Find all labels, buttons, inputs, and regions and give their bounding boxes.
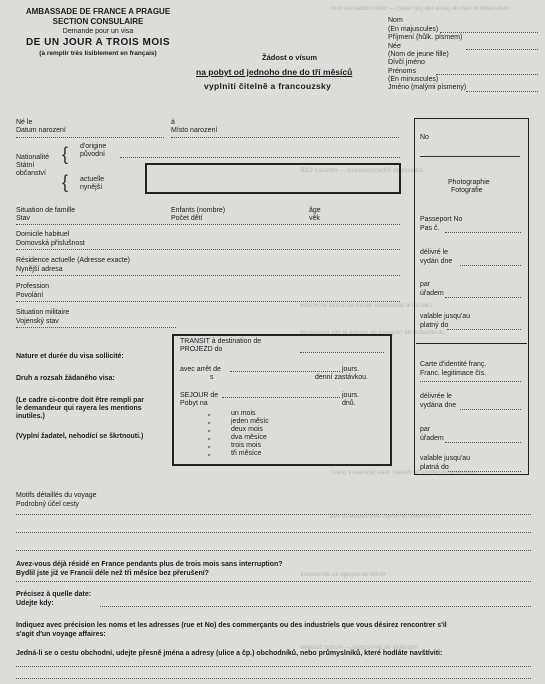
date-field[interactable]	[100, 606, 531, 607]
label-origine: d'origine	[80, 143, 107, 150]
motifs-field-3[interactable]	[16, 550, 531, 551]
id-authority-field[interactable]	[445, 442, 521, 443]
label-legitimace: Franc. legitimace čís.	[420, 370, 487, 377]
motifs-field-1[interactable]	[16, 514, 531, 515]
bleed-through-text: En combien de temps sera valable le visa	[330, 514, 441, 520]
nee-field[interactable]	[466, 49, 538, 50]
contacts-field-2[interactable]	[16, 678, 531, 679]
label-datum-narozeni: Datum narození	[16, 127, 66, 134]
label-uradem: úřadem	[420, 290, 444, 297]
sejour-days-field[interactable]	[222, 397, 340, 398]
bleed-through-text: Motifs du voyage du demandeur	[300, 572, 386, 578]
nationality-current-box[interactable]	[145, 163, 401, 194]
label-projezd: PROJEZD do	[180, 346, 223, 353]
label-actuelle: actuelle	[80, 176, 105, 183]
label-valable: valable jusqu'au	[420, 313, 470, 320]
prenoms-field[interactable]	[436, 74, 538, 75]
note-fr-line2: le demandeur qui rayera les mentions	[16, 405, 142, 412]
label-no: No	[420, 134, 429, 141]
label-ne-le: Né le	[16, 119, 33, 126]
label-residence: Résidence actuelle (Adresse exacte)	[16, 257, 131, 264]
contacts-question-cz: Jedná-li se o cestu obchodní, udejte přesně jména a adresy (ulice a čp.) obchodníků, nebo průmyslníků, které hodláte navštíviti:	[16, 650, 443, 657]
label-nee: Née	[388, 43, 401, 50]
embassy-title: AMBASSADE DE FRANCE A PRAGUE	[25, 7, 171, 16]
label-fotografie: Fotografie	[451, 187, 483, 194]
label-jours-1: jours.	[342, 366, 360, 373]
passport-issued-field[interactable]	[460, 265, 521, 266]
quote-mark: „	[208, 442, 211, 449]
passport-valid-field[interactable]	[447, 329, 521, 330]
label-povolani: Povolání	[16, 292, 44, 299]
bleed-through-text: Adresse de Tchécoslovaquie — Adresa v ČSR	[300, 168, 424, 174]
label-pobyt: Pobyt na	[180, 400, 208, 407]
label-par-2: par	[420, 426, 431, 433]
family-field[interactable]	[16, 224, 400, 225]
passport-authority-field[interactable]	[445, 297, 521, 298]
label-denni-zastavkou: denní zastávkou.	[315, 374, 368, 381]
label-carte: Carte d'identité franç.	[420, 361, 487, 368]
bleed-through-text: Lieu où le demandeur désire se rendre en France	[300, 303, 432, 309]
label-misto-narozeni: Místo narození	[171, 127, 218, 134]
bleed-through-text: Justification de l'urgence du voyage et des ressources	[300, 330, 444, 336]
birth-place-field[interactable]	[171, 137, 399, 138]
option-trois-mois[interactable]: trois mois	[231, 442, 261, 449]
fill-instructions-fr: (à remplir très lisiblement en français)	[39, 50, 157, 57]
consular-section-title: SECTION CONSULAIRE	[52, 17, 144, 26]
label-situation-militaire: Situation militaire	[16, 309, 70, 316]
label-delivre: délivré le	[420, 249, 449, 256]
label-nom: Nom	[388, 17, 403, 24]
label-pas: Pas č.	[420, 225, 440, 232]
label-maiden-name: (Nom de jeune fille)	[388, 51, 449, 58]
nationality-origin-field[interactable]	[120, 157, 400, 158]
id-issued-field[interactable]	[460, 409, 521, 410]
birth-date-field[interactable]	[16, 137, 164, 138]
czech-duration-title: na pobyt od jednoho dne do tří měsíců	[196, 67, 353, 77]
label-vojensky-stav: Vojenský stav	[16, 318, 59, 325]
czech-fill-instructions: vyplniti čitelně a francouzsky	[204, 81, 332, 91]
date-question-fr: Précisez à quelle date:	[16, 591, 92, 598]
label-prenoms: Prénoms	[388, 68, 417, 75]
previous-residence-cz: Bydlil jste již ve Francii déle než tři měsíce bez přerušení?	[16, 570, 209, 577]
bleed-through-text: Signature du demandeur — Podpis žadatele	[300, 645, 419, 651]
nom-field[interactable]	[440, 32, 538, 33]
label-a: à	[171, 119, 175, 126]
label-domicile: Domicile habituel	[16, 231, 70, 238]
profession-field[interactable]	[16, 301, 400, 302]
option-dva-mesice[interactable]: dva měsíce	[231, 434, 267, 441]
date-question-cz: Udejte kdy:	[16, 600, 54, 607]
previous-residence-field[interactable]	[16, 581, 531, 582]
label-valable-2: valable jusqu'au	[420, 455, 470, 462]
label-domovska: Domovská příslušnost	[16, 240, 85, 247]
label-prijmeni: Příjmení (hůlk. písmem)	[388, 34, 463, 41]
label-statni: Státní	[16, 162, 35, 169]
label-jmeno: Jméno (malými písmeny)	[388, 84, 467, 91]
quote-mark: „	[208, 434, 211, 441]
brace-origin: {	[62, 144, 69, 164]
residence-field[interactable]	[16, 275, 400, 276]
option-jeden-mesic[interactable]: jeden měsíc	[231, 418, 269, 425]
no-field[interactable]	[420, 156, 520, 157]
label-vydan: vydán dne	[420, 258, 453, 265]
previous-residence-fr: Avez-vous déjà résidé en France pendants plus de trois mois sans interruption?	[16, 561, 283, 568]
label-sejour: SEJOUR de	[180, 392, 219, 399]
label-obcanstvi: občanství	[16, 170, 46, 177]
bleed-through-text: Nationalité et nom de jeune fille (ou rayer) — Státní občanství dívčí	[330, 6, 509, 12]
panel-divider	[416, 343, 527, 344]
quote-mark: „	[208, 426, 211, 433]
transit-stop-field[interactable]	[230, 371, 340, 372]
duration-title: DE UN JOUR A TROIS MOIS	[25, 37, 171, 48]
option-tri-mesice[interactable]: tři měsíce	[231, 450, 262, 457]
label-nynejsi: nynější	[80, 184, 103, 191]
contacts-question-fr-1: Indiquez avec précision les noms et les adresses (rue et No) des commerçants ou des industriels que vous désirez rencontrer s'il	[16, 622, 447, 629]
label-platna: platná do	[420, 464, 449, 471]
label-nynejsi-adresa: Nynější adresa	[16, 266, 63, 273]
label-ucel-cesty: Podrobný účel cesty	[16, 501, 80, 508]
label-motifs: Motifs détaillés du voyage	[16, 492, 97, 499]
id-valid-field[interactable]	[448, 471, 521, 472]
quote-mark: „	[208, 418, 211, 425]
label-divci-jmeno: Dívčí jméno	[388, 59, 425, 66]
label-nationalite: Nationalité	[16, 154, 50, 161]
note-fr-line3: inutiles.)	[16, 413, 45, 420]
label-situation-famille: Situation de famille	[16, 207, 76, 214]
label-minuscules: (En minuscules)	[388, 76, 439, 83]
label-vek: věk	[309, 215, 320, 222]
quote-mark: „	[208, 410, 211, 417]
label-platny: platný do	[420, 322, 449, 329]
note-cz: (Vyplní žadatel, nehodící se škrtnouti.)	[16, 433, 144, 440]
visa-nature-question-fr: Nature et durée du visa sollicité:	[16, 353, 124, 360]
label-enfants: Enfants (nombre)	[171, 207, 226, 214]
label-pocet-deti: Počet dětí	[171, 215, 203, 222]
label-photographie: Photographie	[448, 179, 490, 186]
option-deux-mois[interactable]: deux mois	[231, 426, 263, 433]
label-jours-2: jours.	[342, 392, 360, 399]
czech-request-title: Žádost o vísum	[262, 53, 318, 62]
label-vydana: vydána dne	[420, 402, 457, 409]
military-field[interactable]	[16, 327, 176, 328]
label-stav: Stav	[16, 215, 31, 222]
label-transit: TRANSIT à destination de	[180, 338, 262, 345]
id-card-field[interactable]	[420, 381, 521, 382]
label-age: âge	[309, 207, 321, 214]
brace-current: {	[62, 172, 69, 192]
passport-number-field[interactable]	[445, 232, 521, 233]
label-majuscules: (En majuscules)	[388, 26, 439, 33]
label-dnu: dnů.	[342, 400, 356, 407]
label-delivree: délivrée le	[420, 393, 452, 400]
label-par: par	[420, 281, 431, 288]
label-passeport: Passeport No	[420, 216, 463, 223]
label-profession: Profession	[16, 283, 50, 290]
transit-destination-field[interactable]	[300, 352, 384, 353]
label-avec-arret: avec arrêt de	[180, 366, 221, 373]
note-fr-line1: (Le cadre ci-contre doit être rempli par	[16, 397, 144, 404]
motifs-field-2[interactable]	[16, 532, 531, 533]
label-puvodni: původní	[80, 151, 105, 158]
label-uradem-2: úřadem	[420, 435, 444, 442]
contacts-field-1[interactable]	[16, 666, 531, 667]
quote-mark: „	[208, 450, 211, 457]
option-un-mois[interactable]: un mois	[231, 410, 256, 417]
visa-request-subtitle: Demande pour un visa	[62, 28, 134, 35]
contacts-question-fr-2: s'agit d'un voyage affaires:	[16, 631, 106, 638]
domicile-field[interactable]	[16, 249, 400, 250]
bleed-through-text: Avez-vous un permis de travail? Máte povolení k práci?	[330, 470, 478, 476]
visa-nature-question-cz: Druh a rozsah žádaného visa:	[16, 375, 115, 382]
jmeno-field[interactable]	[466, 91, 538, 92]
label-s: s	[210, 374, 214, 381]
